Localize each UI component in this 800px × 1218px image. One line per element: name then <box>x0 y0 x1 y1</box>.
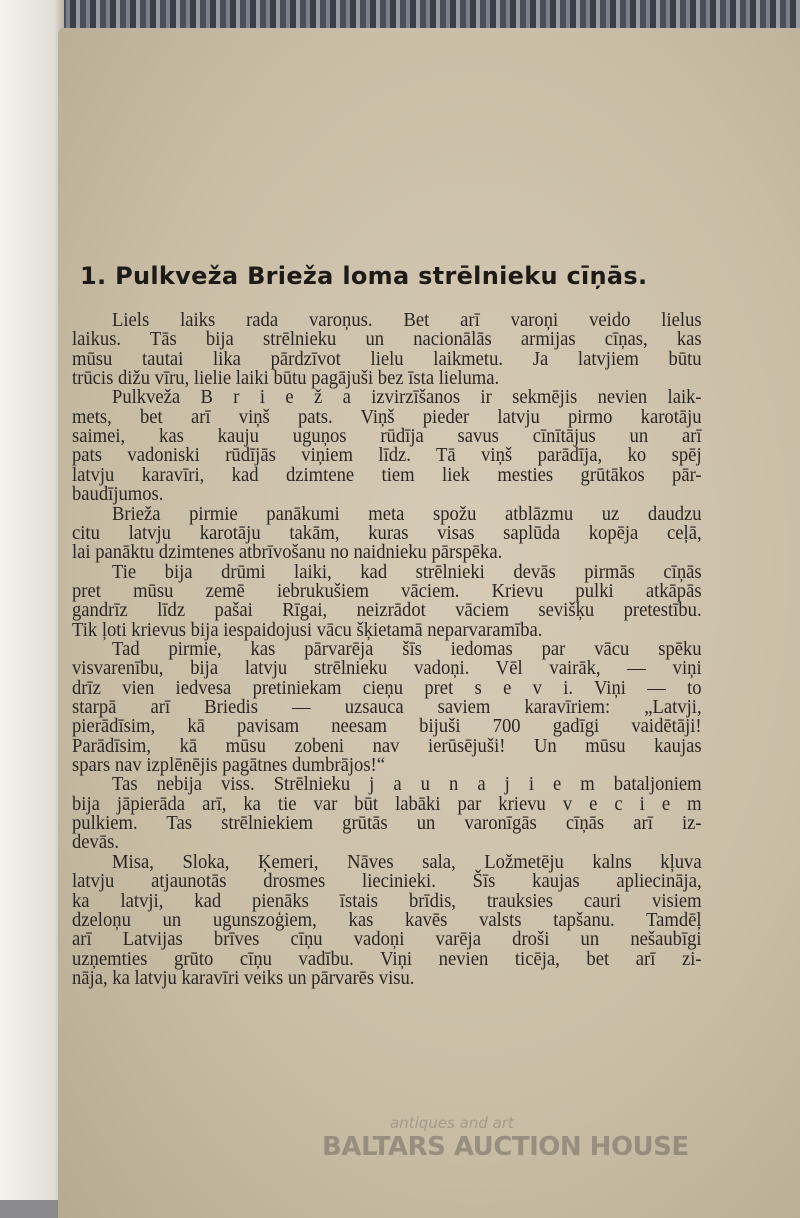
text-line <box>72 832 658 852</box>
text-line <box>72 484 658 504</box>
text-line-content: pierādīsim, kā pavisam neesam bijuši 700 gadīgi vaidētāji! <box>72 715 702 738</box>
text-line-content: Tad pirmie, kas pārvarēja šīs iedomas par vācu spēku <box>112 637 702 660</box>
text-line <box>112 560 702 583</box>
text-line <box>72 444 702 467</box>
text-line <box>72 347 702 370</box>
text-line-content: saimei, kas kauju uguņos rūdīja savus cīnītājus un arī <box>72 425 702 448</box>
text-line <box>72 968 658 988</box>
text-line-content: pret mūsu zemē iebrukušiem vāciem. Krievu pulki atkāpās <box>72 579 702 602</box>
text-line-content: trūcis dižu vīru, lielie laiki būtu pagājuši bez īsta lieluma. <box>72 367 500 390</box>
text-line-content: drīz vien iedvesa pretiniekam cieņu pret s e v i. Viņi — to <box>72 676 702 699</box>
text-line <box>112 773 702 796</box>
text-line-content: ka latvji, kad pienāks īstais brīdis, trauksies cauri visiem <box>72 889 702 912</box>
text-line-content: spars nav izplēnējis pagātnes dumbrājos!“ <box>72 754 386 777</box>
text-line-content: starpā arī Briedis — uzsauca saviem karavīriem: „Latvji, <box>72 696 702 718</box>
text-line <box>72 734 702 757</box>
text-line <box>112 386 702 409</box>
text-line-content: uzņemties grūto cīņu vadību. Viņi nevien ticēja, bet arī zi- <box>72 947 702 970</box>
text-line-content: Brieža pirmie panākumi meta spožu atblāzmu uz daudzu <box>112 502 702 525</box>
text-line <box>72 908 702 931</box>
text-line-content: Tik ļoti krievus bija iespaidojusi vācu šķietamā neparvaramība. <box>72 618 543 641</box>
text-line <box>72 368 658 388</box>
text-line <box>72 463 702 486</box>
text-line-content: Liels laiks rada varoņus. Bet arī varoņi veido lielus <box>112 309 702 331</box>
text-line-content: visvarenību, bija latvju strēlnieku vadoņi. Vēl vairāk, — viņi <box>72 657 702 680</box>
text-line-content: Tas nebija viss. Strēlnieku j a u n a j i e m bataljoniem <box>112 773 702 796</box>
text-line <box>112 637 702 660</box>
text-line-content: dzeloņu un ugunszoģiem, kas kavēs valsts tapšanu. Tamdēļ <box>72 908 702 931</box>
text-line-content: Tie bija drūmi laiki, kad strēlnieki devās pirmās cīņās <box>112 560 702 583</box>
text-line <box>72 579 702 602</box>
text-line <box>72 755 658 775</box>
text-line-content: Misa, Sloka, Ķemeri, Nāves sala, Ložmetēju kalns kļuva <box>112 850 702 873</box>
text-line <box>72 947 702 970</box>
text-line <box>72 542 658 562</box>
facing-page-edge <box>0 0 64 1200</box>
chapter-title: 1. Pulkveža Brieža loma strēlnieku cīņās. <box>80 262 648 290</box>
text-line-content: pats vadoniski rūdījās viņiem līdz. Tā viņš parādīja, ko spēj <box>72 444 702 467</box>
text-line-content: Parādīsim, kā mūsu zobeni nav ierūsējuši! Un mūsu kaujas <box>72 734 702 757</box>
text-line <box>72 928 702 951</box>
text-line-content: arī Latvijas brīves cīņu vadoņi varēja droši un nešaubīgi <box>72 928 702 951</box>
text-line-content: gandrīz līdz pašai Rīgai, neizrādot vāciem sevišķu pretestību. <box>72 599 702 622</box>
text-line <box>72 696 702 718</box>
text-line <box>112 309 702 331</box>
text-line <box>72 521 702 544</box>
text-line <box>72 620 658 640</box>
text-line <box>72 870 702 893</box>
text-line <box>72 425 702 448</box>
text-line <box>72 328 702 351</box>
text-line-content: latvju atjaunotās drosmes liecinieki. Šīs kaujas apliecināja, <box>72 870 702 893</box>
watermark-brand: BALTARS AUCTION HOUSE <box>322 1132 689 1162</box>
text-line-content: latvju karavīri, kad dzimtene tiem liek mesties grūtākos pār- <box>72 463 702 486</box>
text-line-content: citu latvju karotāju takām, kuras visas saplūda kopēja ceļā, <box>72 521 702 544</box>
watermark-tagline: antiques and art <box>390 1114 514 1132</box>
text-line <box>72 599 702 622</box>
text-line <box>72 812 702 835</box>
text-line-content: mūsu tautai lika pārdzīvot lielu laikmetu. Ja latvjiem būtu <box>72 347 702 370</box>
text-line <box>72 657 702 680</box>
text-line-content: lai panāktu dzimtenes atbrīvošanu no naidnieku pārspēka. <box>72 541 503 564</box>
text-line <box>112 850 702 873</box>
text-line-content: mets, bet arī viņš pats. Viņš pieder latvju pirmo karotāju <box>72 405 702 428</box>
text-line <box>72 715 702 738</box>
text-line-content: laikus. Tās bija strēlnieku un nacionālās armijas cīņas, kas <box>72 328 702 351</box>
text-line <box>72 405 702 428</box>
text-line-content: pulkiem. Tas strēlniekiem grūtās un varonīgās cīņās arī iz- <box>72 812 702 835</box>
text-line-content: devās. <box>72 831 120 854</box>
text-line-content: nāja, ka latvju karavīri veiks un pārvarēs visu. <box>72 966 415 989</box>
text-line-content: Pulkveža B r i e ž a izvirzīšanos ir sekmējis nevien laik- <box>112 386 702 409</box>
text-line <box>72 676 702 699</box>
text-line-content: bija jāpierāda arī, ka tie var būt labāki par krievu v e c i e m <box>72 792 702 815</box>
text-line <box>72 792 702 815</box>
text-line-content: baudījumos. <box>72 483 164 506</box>
text-line <box>72 889 702 912</box>
text-line <box>112 502 702 525</box>
